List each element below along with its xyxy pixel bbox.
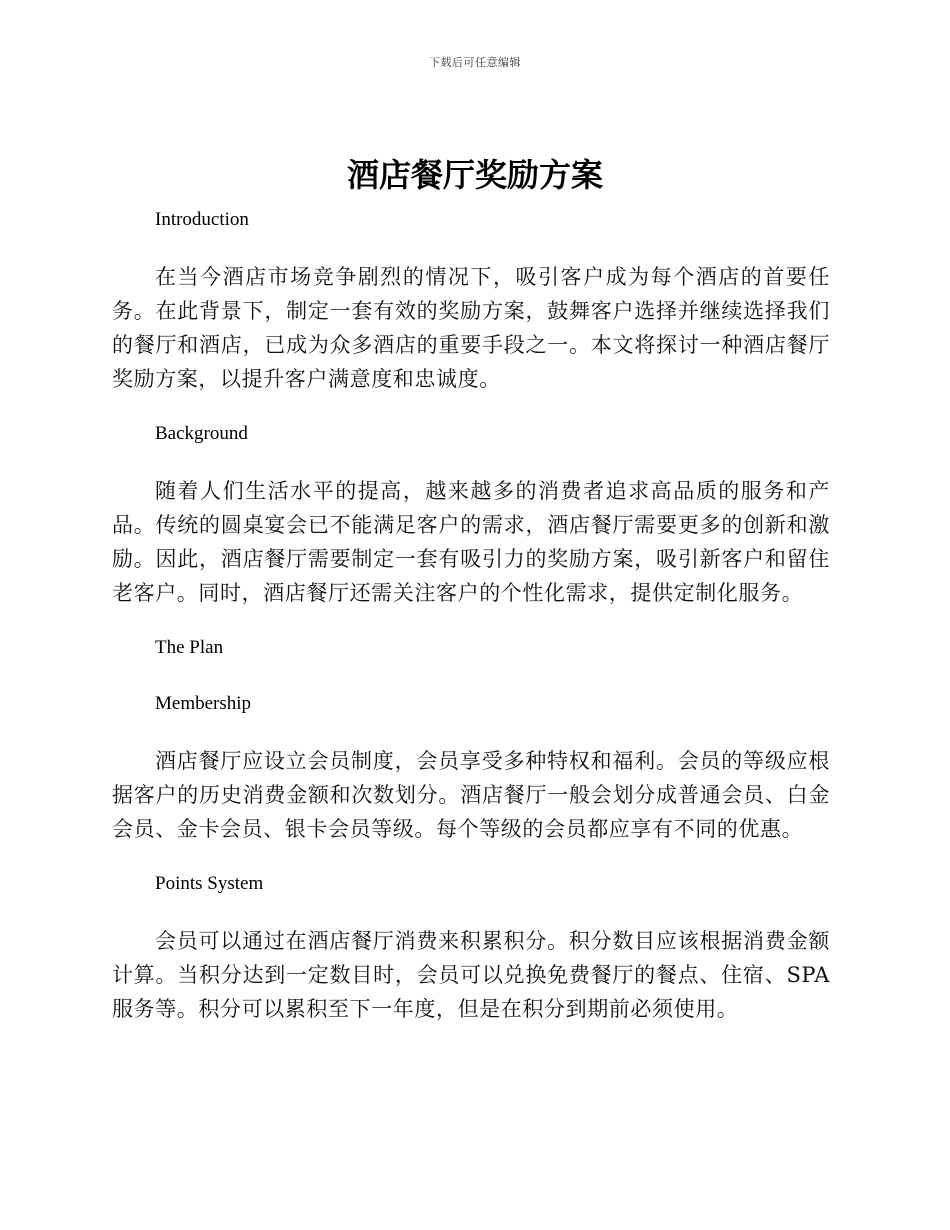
document-body <box>112 204 830 1026</box>
document-title: 酒店餐厅奖励方案 <box>346 156 603 194</box>
section-heading-introduction: Introduction <box>155 209 249 230</box>
paragraph-points-system: 会员可以通过在酒店餐厅消费来积累积分。积分数目应该根据消费金额计算。当积分达到一定数目时，会员可以兑换免费餐厅的餐点、住宿、SPA服务等。积分可以累积至下一年度，但是在积分到期前必须使用。 <box>112 929 830 1021</box>
section-heading-membership: Membership <box>155 693 252 714</box>
section-heading-points-system: Points System <box>155 873 264 894</box>
paragraph-background: 随着人们生活水平的提高，越来越多的消费者追求高品质的服务和产品。传统的圆桌宴会已不能满足客户的需求，酒店餐厅需要更多的创新和激励。因此，酒店餐厅需要制定一套有吸引力的奖励方案，吸引新客户和留住老客户。同时，酒店餐厅还需关注客户的个性化需求，提供定制化服务。 <box>112 479 830 605</box>
section-heading-background: Background <box>155 423 248 444</box>
paragraph-introduction: 在当今酒店市场竞争剧烈的情况下，吸引客户成为每个酒店的首要任务。在此背景下，制定一套有效的奖励方案，鼓舞客户选择并继续选择我们的餐厅和酒店，已成为众多酒店的重要手段之一。本文将探讨一种酒店餐厅奖励方案，以提升客户满意度和忠诚度。 <box>112 265 830 391</box>
header-note: 下载后可任意编辑 <box>429 56 521 69</box>
paragraph-membership: 酒店餐厅应设立会员制度，会员享受多种特权和福利。会员的等级应根据客户的历史消费金额和次数划分。酒店餐厅一般会划分成普通会员、白金会员、金卡会员、银卡会员等级。每个等级的会员都应享有不同的优惠。 <box>112 749 830 841</box>
section-heading-plan: The Plan <box>155 637 224 658</box>
